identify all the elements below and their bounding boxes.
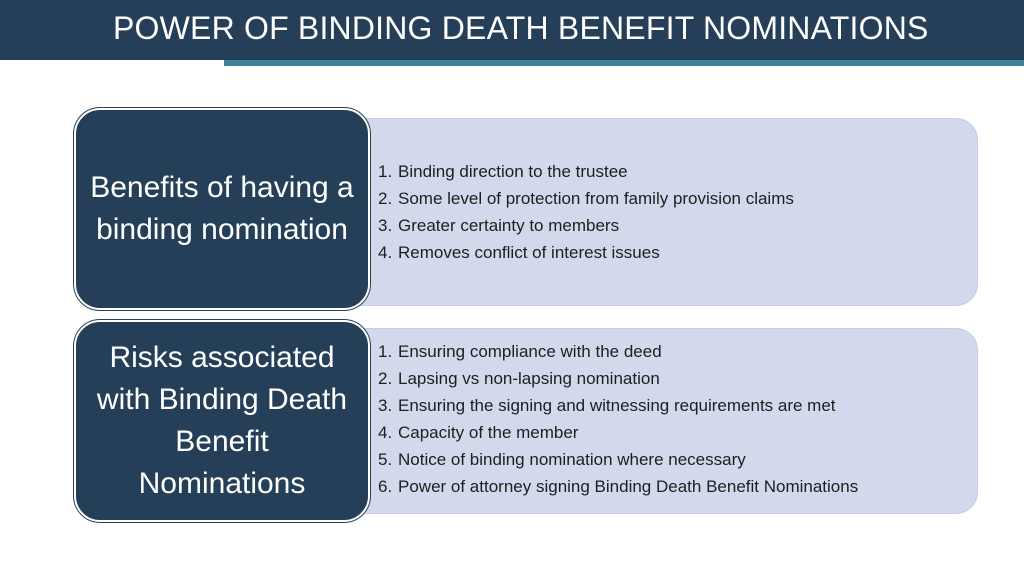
- list-item: 2. Lapsing vs non-lapsing nomination: [378, 369, 660, 388]
- list-item: 1. Binding direction to the trustee: [378, 162, 628, 181]
- list-item: 2. Some level of protection from family provision claims: [378, 189, 794, 208]
- title-bar: [0, 0, 1024, 60]
- list-item: 4. Capacity of the member: [378, 423, 579, 442]
- list-item: 3. Greater certainty to members: [378, 216, 620, 235]
- benefits-list: [378, 158, 794, 266]
- list-item: 6. Power of attorney signing Binding Death Benefit Nominations: [378, 477, 859, 496]
- list-item: 3. Ensuring the signing and witnessing requirements are met: [378, 396, 836, 415]
- list-item: 4. Removes conflict of interest issues: [378, 243, 660, 262]
- title-accent-line: [224, 60, 1024, 66]
- risks-label: Risks associated with Binding Death Benefit Nominations: [96, 341, 348, 500]
- list-item: 1. Ensuring compliance with the deed: [378, 342, 662, 361]
- risks-list: [378, 338, 858, 500]
- risks-label-box: [74, 320, 370, 522]
- benefits-label: Benefits of having a binding nomination: [90, 171, 354, 246]
- list-item: 5. Notice of binding nomination where necessary: [378, 450, 746, 469]
- benefits-label-box: [74, 108, 370, 310]
- page-title: POWER OF BINDING DEATH BENEFIT NOMINATIONS: [113, 10, 929, 46]
